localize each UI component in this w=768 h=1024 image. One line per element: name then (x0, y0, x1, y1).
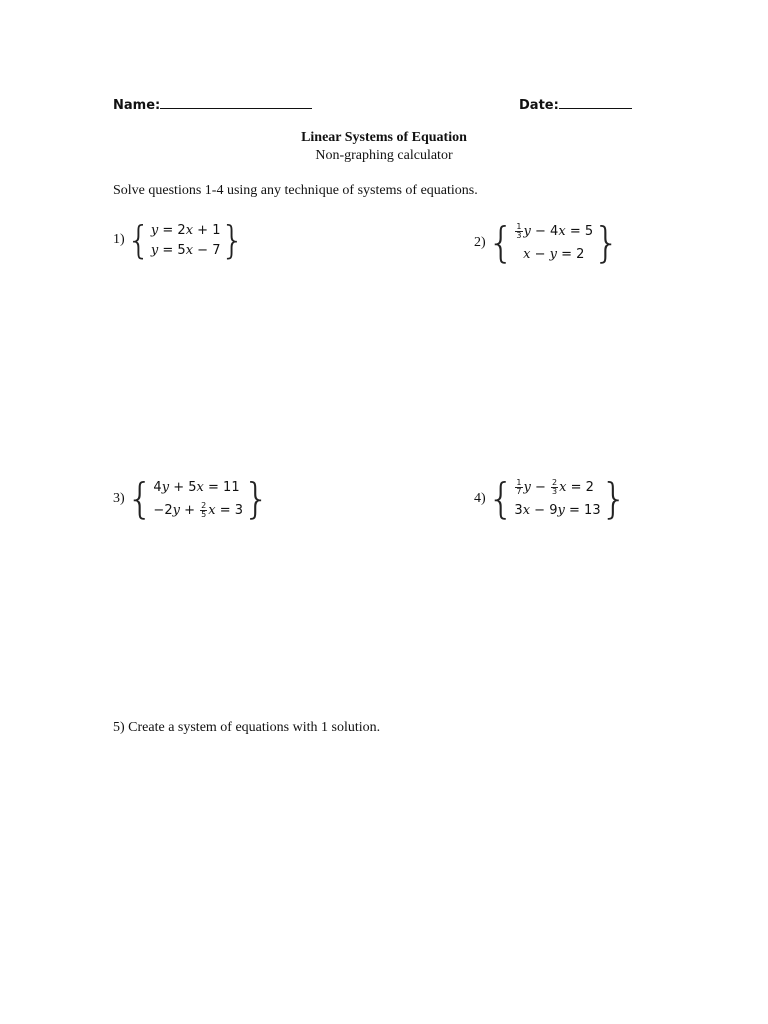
left-brace: { (126, 474, 154, 523)
equation-system (514, 220, 593, 266)
date-blank[interactable] (559, 95, 632, 109)
problem-number: 1) (113, 232, 125, 247)
right-brace: } (220, 218, 245, 262)
problem-1 (113, 220, 245, 260)
equation-2: x − y = 2 (523, 247, 585, 262)
name-label: Name: (113, 98, 161, 113)
right-brace: } (600, 474, 628, 523)
equation-system (514, 476, 600, 522)
instructions: Solve questions 1-4 using any technique of systems of equations. (113, 183, 478, 198)
equation-1: $\frac{1}{3}$ y − 4 x = 5 (516, 222, 594, 240)
page-subtitle: Non-graphing calculator (315, 148, 453, 163)
problem-4 (474, 476, 627, 522)
name-blank[interactable] (160, 95, 312, 109)
problem-number: 4) (474, 491, 486, 506)
date-field[interactable] (519, 95, 632, 113)
problem-number: 2) (474, 235, 486, 250)
date-label: Date: (519, 98, 559, 113)
name-field[interactable] (113, 95, 312, 113)
problem-3 (113, 476, 270, 522)
left-brace: { (487, 474, 515, 523)
right-brace: } (243, 474, 270, 523)
equation-1: $\frac{1}{7}$ y − $\frac{2}{3}$ x = 2 (516, 478, 594, 496)
equation-1: y = 2 x + 1 (150, 222, 221, 238)
problem-2 (474, 220, 620, 266)
equation-1: 4 y + 5 x = 11 (153, 480, 240, 495)
left-brace: { (126, 218, 151, 262)
equation-2: − 2 y + $\frac{2}{5}$ x = 3 (153, 501, 244, 519)
question-5: 5) Create a system of equations with 1 solution. (113, 720, 381, 735)
page-title: Linear Systems of Equation (301, 130, 467, 145)
equation-2: 3 x − 9 y = 13 (514, 503, 601, 518)
equation-system (151, 220, 221, 260)
right-brace: } (593, 218, 620, 267)
equation-system (153, 476, 243, 522)
left-brace: { (487, 218, 515, 267)
problem-number: 3) (113, 491, 125, 506)
equation-2: y = 5 x − 7 (150, 242, 221, 258)
